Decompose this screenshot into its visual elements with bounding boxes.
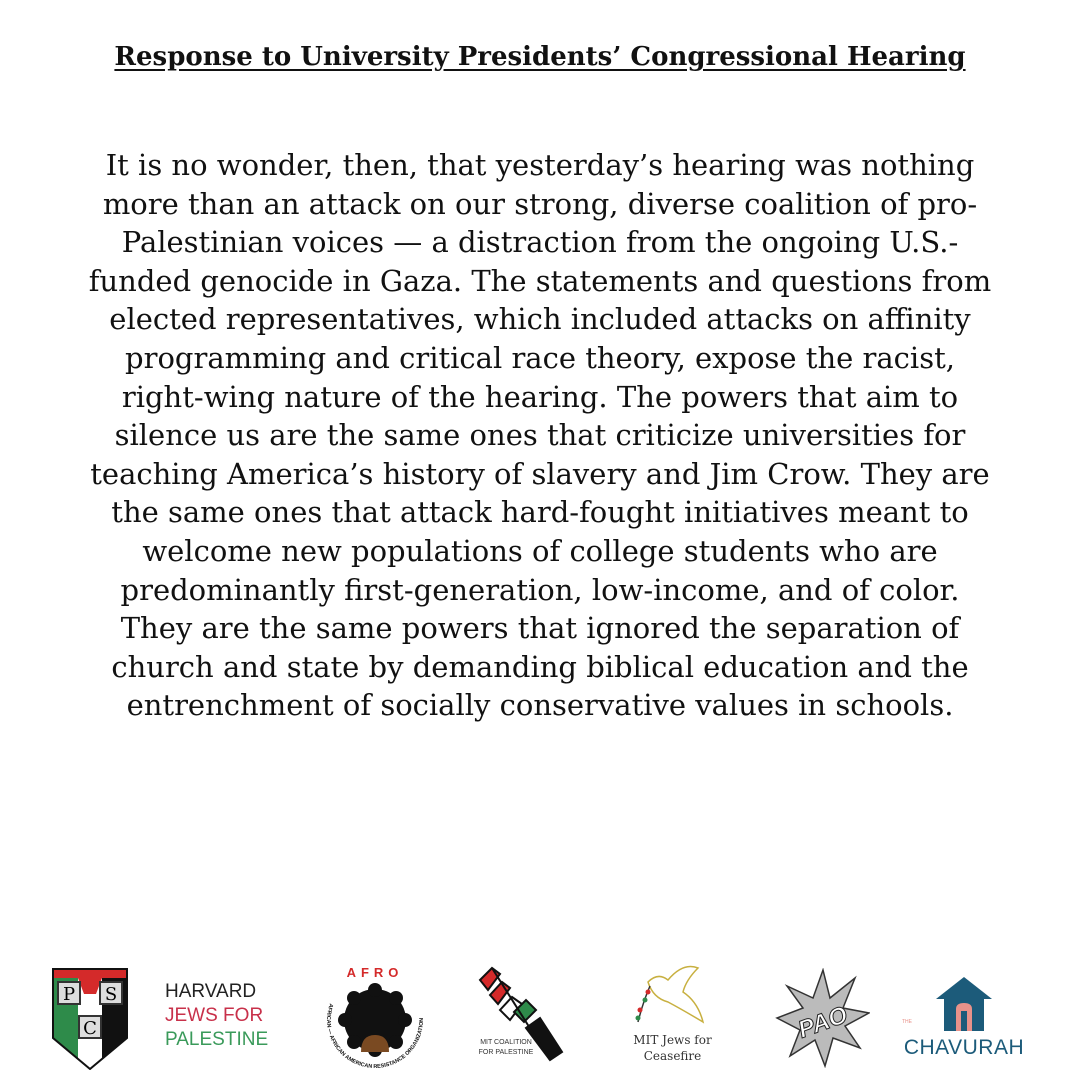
- afro-title: AFRO: [346, 965, 404, 980]
- psc-letter: S: [104, 984, 118, 1005]
- mitj-line: Ceasefire: [643, 1049, 702, 1063]
- dove-icon: [628, 962, 718, 1032]
- pao-text: PAO: [794, 1001, 852, 1044]
- mitj-line: MIT Jews for: [633, 1033, 712, 1047]
- body-line: welcome new populations of college students who are: [142, 533, 938, 568]
- pao-logo: [775, 968, 870, 1068]
- hjp-line: JEWS FOR: [165, 1005, 264, 1026]
- body-line: more than an attack on our strong, diverse coalition of pro-: [102, 186, 978, 221]
- chavurah-the: THE: [902, 1019, 912, 1025]
- body-line: teaching America’s history of slavery and Jim Crow. They are: [90, 456, 990, 491]
- afro-ring-text: AFRICAN — AFRICAN AMERICAN RESISTANCE ORGANIZATION: [324, 1002, 426, 1070]
- harvard-jews-for-palestine-logo: [165, 980, 268, 1052]
- body-line: They are the same powers that ignored the separation of: [120, 611, 960, 646]
- psc-letter: C: [83, 1018, 97, 1039]
- psc-letter: P: [62, 984, 76, 1005]
- hjp-line: HARVARD: [165, 981, 257, 1002]
- house-icon: [934, 975, 994, 1031]
- mitc-line: MIT COALITION: [480, 1039, 532, 1046]
- mitc-line: FOR PALESTINE: [478, 1049, 534, 1056]
- body-line: elected representatives, which included attacks on affinity: [109, 302, 971, 337]
- statement-body: [0, 146, 1080, 725]
- body-line: Palestinian voices — a distraction from the ongoing U.S.-: [121, 225, 959, 260]
- body-line: church and state by demanding biblical education and the: [111, 649, 969, 684]
- body-line: It is no wonder, then, that yesterday’s hearing was nothing: [105, 148, 975, 182]
- body-line: funded genocide in Gaza. The statements and questions from: [88, 263, 992, 298]
- body-line: silence us are the same ones that criticize universities for: [114, 418, 966, 453]
- chavurah-logo: [900, 975, 1028, 1061]
- mit-jews-for-ceasefire-logo: [625, 962, 720, 1064]
- page-title: Response to University Presidents’ Congressional Hearing: [114, 42, 966, 72]
- mit-coalition-logo: [470, 960, 570, 1070]
- body-line: right-wing nature of the hearing. The powers that aim to: [121, 379, 959, 414]
- chavurah-name: CHAVURAH: [903, 1036, 1025, 1059]
- afro-logo: [320, 962, 430, 1076]
- psc-shield-logo: [52, 968, 128, 1070]
- hjp-line: PALESTINE: [165, 1029, 269, 1050]
- body-line: the same ones that attack hard-fought initiatives meant to: [111, 495, 969, 530]
- body-line: predominantly first-generation, low-income, and of color.: [120, 572, 960, 607]
- body-line: programming and critical race theory, expose the racist,: [125, 340, 955, 375]
- body-line: entrenchment of socially conservative values in schools.: [126, 688, 954, 723]
